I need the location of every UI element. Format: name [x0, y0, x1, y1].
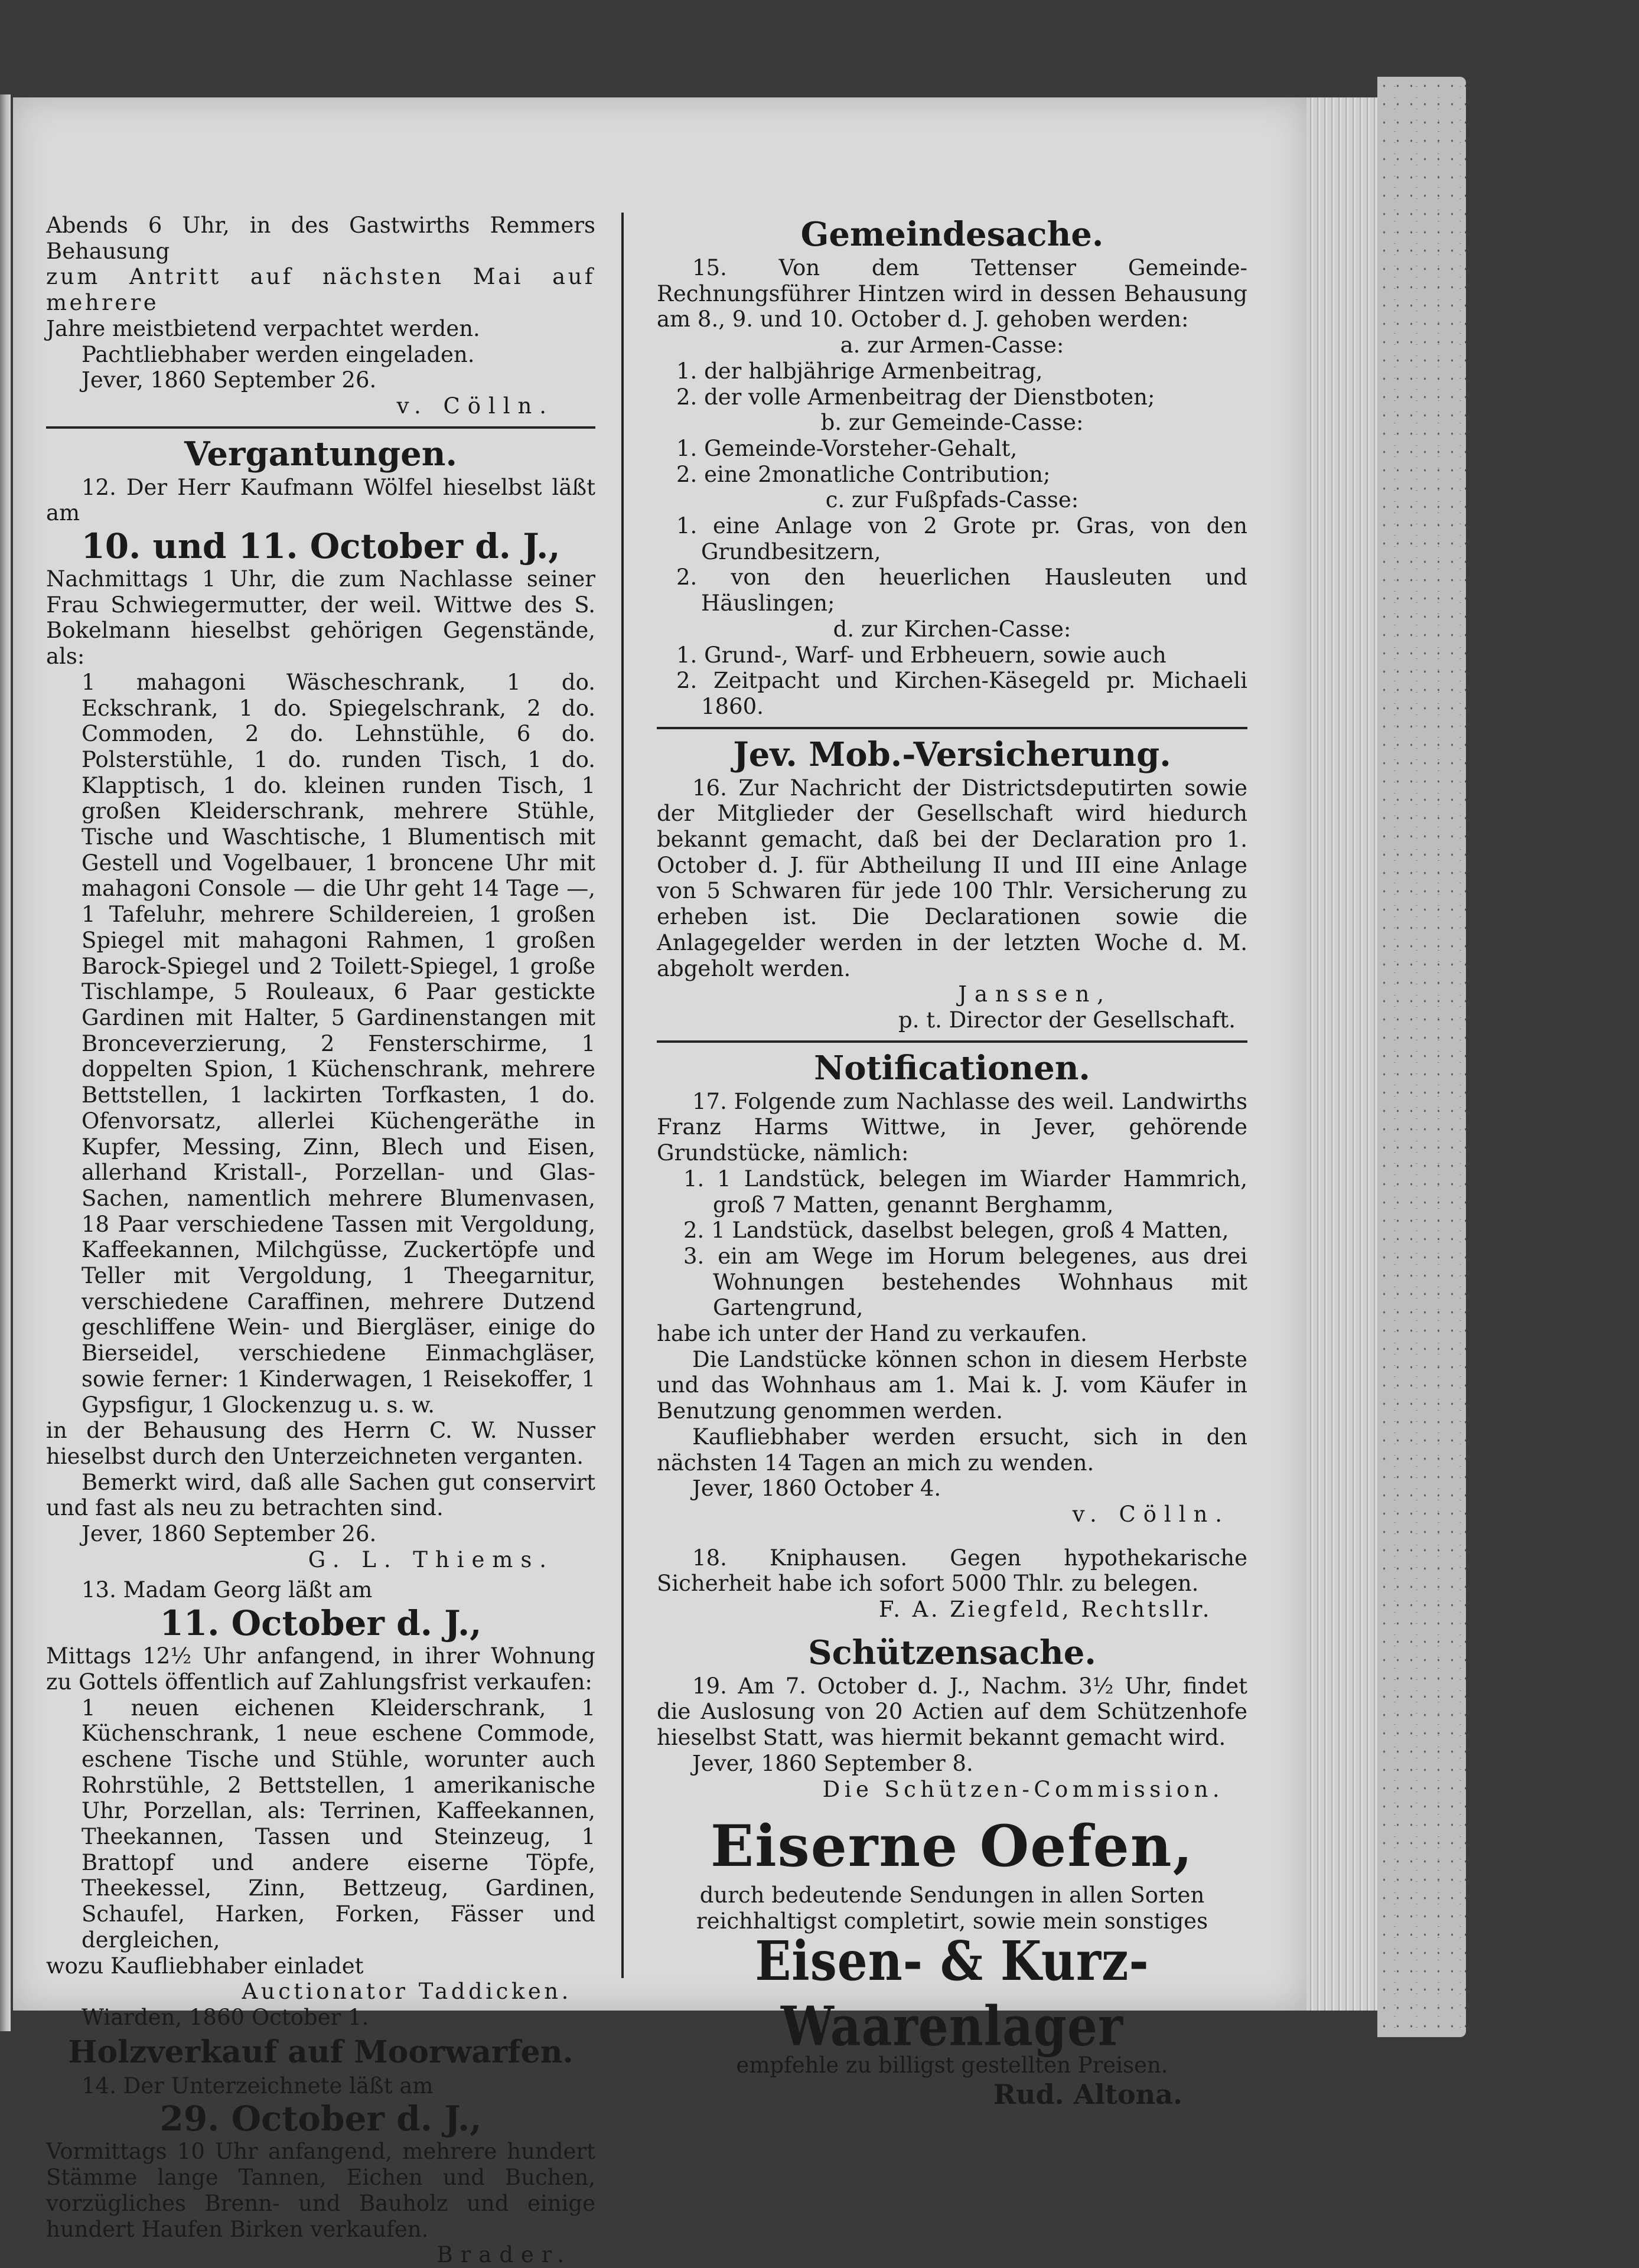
date-line: Jever, 1860 October 4. — [692, 1476, 941, 1502]
date-line: Wiarden, 1860 October 1. — [82, 2005, 369, 2030]
list-item: 1. 1 Landstück, belegen im Wiarder Hammrich, groß 7 Matten, genannt Berghamm, — [683, 1166, 1247, 1218]
notice-body: 16. Zur Nachricht der Districtsdeputirten sowie der Mitglieder der Gesellschaft wird hiedurch bekannt gemacht, daß bei der Declaration pro 1. October d. J. für Abtheilung II und III eine Anlage von 5 Schwaren für jede 100 Thlr. Versicherung zu erheben ist. Die Declarationen sowie die Anlagegelder werden in der letzten Woche d. M. abgeholt werden. — [657, 775, 1247, 981]
advert-line: reichhaltigst completirt, sowie mein sonstiges — [696, 1908, 1208, 1934]
list-item: 1. der halbjährige Armenbeitrag, — [676, 358, 1043, 384]
notice-intro: 12. Der Herr Kaufmann Wölfel hieselbst läßt am — [46, 474, 595, 526]
notice-date: 10. und 11. October d. J., — [81, 526, 561, 567]
signature: v. Cölln. — [396, 393, 554, 419]
list-item: 2. der volle Armenbeitrag der Dienstboten; — [676, 384, 1155, 410]
sub-heading: b. zur Gemeinde-Casse: — [820, 410, 1084, 436]
notice-body: Vormittags 10 Uhr anfangend, mehrere hundert Stämme lange Tannen, Eichen und Buchen, vorzügliches Brenn- und Bauholz und einige hundert Haufen Birken verkaufen. — [46, 2139, 595, 2242]
notice-note: Bemerkt wird, daß alle Sachen gut conservirt und fast als neu zu betrachten sind. — [46, 1469, 595, 1521]
section-rule — [46, 426, 595, 429]
signature: v. Cölln. — [1072, 1501, 1230, 1527]
list-item: 1. eine Anlage von 2 Grote pr. Gras, von den Grundbesitzern, — [676, 513, 1247, 564]
notice-date: 29. October d. J., — [159, 2099, 482, 2139]
notice-body: in der Behausung des Herrn C. W. Nusser hieselbst durch den Unterzeichneten verganten. — [46, 1418, 595, 1469]
left-column — [46, 213, 595, 2268]
list-item: 3. ein am Wege im Horum belegenes, aus drei Wohnungen bestehendes Wohnhaus mit Gartengrund, — [683, 1243, 1247, 1321]
notice-body: Nachmittags 1 Uhr, die zum Nachlasse seiner Frau Schwiegermutter, der weil. Wittwe des S. Bokelmann hieselbst gehörigen Gegenstände, als: — [46, 566, 595, 670]
previous-page-edge — [0, 94, 11, 2031]
signature: p. t. Director der Gesellschaft. — [898, 1007, 1236, 1033]
sub-heading: a. zur Armen-Casse: — [840, 332, 1064, 358]
advert-headline: Eisen- & Kurz-Waarenlager — [755, 1928, 1149, 2058]
book-cover — [1377, 77, 1466, 2037]
section-heading: Holzverkauf auf Moorwarfen. — [68, 2034, 574, 2070]
column-divider — [621, 213, 624, 1978]
list-item: 2. eine 2monatliche Contribution; — [676, 461, 1051, 487]
section-heading: Schützensache. — [808, 1633, 1096, 1672]
right-column — [657, 213, 1247, 2111]
notice-intro: 13. Madam Georg läßt am — [82, 1577, 373, 1603]
notice-body: 15. Von dem Tettenser Gemeinde-Rechnungsführer Hintzen wird in dessen Behausung am 8., 9. und 10. October d. J. gehoben werden: — [657, 255, 1247, 332]
section-heading: Notificationen. — [814, 1048, 1090, 1088]
signature: Janssen, — [958, 981, 1112, 1007]
page-stack-edges — [1306, 97, 1377, 2011]
notice-date: 11. October d. J., — [159, 1603, 482, 1644]
signature: Die Schützen-Commission. — [822, 1776, 1224, 1802]
signature: Brader. — [436, 2242, 572, 2268]
sub-heading: d. zur Kirchen-Casse: — [833, 616, 1071, 642]
notice-body: 19. Am 7. October d. J., Nachm. 3½ Uhr, findet die Auslosung von 20 Actien auf dem Schützenhofe hieselbst Statt, was hiermit bekannt gemacht wird. — [657, 1673, 1247, 1751]
advert-signature: Rud. Altona. — [993, 2078, 1182, 2111]
list-item: 2. Zeitpacht und Kirchen-Käsegeld pr. Michaeli 1860. — [676, 668, 1247, 719]
notice-body: 17. Folgende zum Nachlasse des weil. Landwirths Franz Harms Wittwe, in Jever, gehörende Grundstücke, nämlich: — [657, 1088, 1247, 1166]
signature: G. L. Thiems. — [308, 1546, 554, 1572]
section-rule — [657, 1040, 1247, 1043]
signature: Auctionator Taddicken. — [242, 1979, 572, 2005]
advert-line: durch bedeutende Sendungen in allen Sorten — [699, 1882, 1205, 1908]
notice-body: wozu Kaufliebhaber einladet — [46, 1953, 364, 1979]
text-line: Jahre meistbietend verpachtet werden. — [46, 315, 480, 341]
signature: F. A. Ziegfeld, Rechtsllr. — [878, 1597, 1212, 1623]
section-heading: Vergantungen. — [184, 434, 457, 474]
list-item: 1. Gemeinde-Vorsteher-Gehalt, — [676, 435, 1018, 461]
notice-body: habe ich unter der Hand zu verkaufen. — [657, 1321, 1087, 1347]
section-rule — [657, 727, 1247, 729]
text-line: Pachtliebhaber werden eingeladen. — [82, 341, 475, 367]
date-line: Jever, 1860 September 8. — [692, 1750, 973, 1776]
notice-list: 1 mahagoni Wäscheschrank, 1 do. Eckschrank, 1 do. Spiegelschrank, 2 do. Commoden, 2 do. Lehnstühle, 6 do. Polsterstühle, 1 do. runden Tisch, 1 do. Klapptisch, 1 do. kleinen runden Tisch, 1 großen Kleiderschrank, mehrere Stühle, Tische und Waschtische, 1 Blumentisch mit Gestell und Vogelbauer, 1 broncene Uhr mit mahagoni Console — die Uhr geht 14 Tage —, 1 Tafeluhr, mehrere Schildereien, 1 großen Spiegel mit mahagoni Rahmen, 1 großen Barock-Spiegel und 2 Toilett-Spiegel, 1 große Tischlampe, 5 Rouleaux, 6 Paar gestickte Gardinen mit Halter, 5 Gardinenstangen mit Bronceverzierung, 2 Fensterschirme, 1 doppelten Spion, 1 Küchenschrank, mehrere Bettstellen, 1 lackirten Torfkasten, 1 do. Ofenvorsatz, allerlei Küchengeräthe in Kupfer, Messing, Zinn, Blech und Eisen, allerhand Kristall-, Porzellan- und Glas-Sachen, namentlich mehrere Blumenvasen, 18 Paar verschiedene Tassen mit Vergoldung, Kaffeekannen, Milchgüsse, Zuckertöpfe und Teller mit Vergoldung, 1 Theegarnitur, verschiedene Caraffinen, mehrere Dutzend geschliffene Wein- und Biergläser, einige do Bierseidel, verschiedene Einmachgläser, sowie ferner: 1 Kinderwagen, 1 Reisekoffer, 1 Gypsfigur, 1 Glockenzug u. s. w. — [82, 669, 595, 1418]
notice-intro: 14. Der Unterzeichnete läßt am — [82, 2073, 434, 2099]
notice-note: Die Landstücke können schon in diesem Herbste und das Wohnhaus am 1. Mai k. J. vom Käufer in Benutzung genommen werden. — [657, 1346, 1247, 1424]
sub-heading: c. zur Fußpfads-Casse: — [825, 487, 1079, 513]
text-line: zum Antritt auf nächsten Mai auf mehrere — [46, 264, 595, 316]
advert-title: Eiserne Oefen, — [711, 1813, 1194, 1880]
list-item: 2. 1 Landstück, daselbst belegen, groß 4 Matten, — [683, 1218, 1229, 1244]
section-heading: Jev. Mob.-Versicherung. — [733, 735, 1171, 774]
notice-body: Mittags 12½ Uhr anfangend, in ihrer Wohnung zu Gottels öffentlich auf Zahlungsfrist verkaufen: — [46, 1643, 595, 1695]
notice-note: Kaufliebhaber werden ersucht, sich in den nächsten 14 Tagen an mich zu wenden. — [657, 1424, 1247, 1476]
advert-line: empfehle zu billigst gestellten Preisen. — [736, 2052, 1168, 2078]
notice-list: 1 neuen eichenen Kleiderschrank, 1 Küchenschrank, 1 neue eschene Commode, eschene Tische und Stühle, worunter auch Rohrstühle, 2 Bettstellen, 1 amerikanische Uhr, Porzellan, als: Terrinen, Kaffeekannen, Theekannen, Tassen und Steinzeug, 1 Brattopf und andere eiserne Töpfe, Theekessel, Zinn, Bettzeug, Gardinen, Schaufel, Harken, Forken, Fässer und dergleichen, — [82, 1695, 595, 1953]
section-heading: Gemeindesache. — [800, 215, 1104, 254]
text-line: Abends 6 Uhr, in des Gastwirths Remmers Behausung — [46, 213, 595, 264]
notice-body: 18. Kniphausen. Gegen hypothekarische Sicherheit habe ich sofort 5000 Thlr. zu belegen. — [657, 1545, 1247, 1597]
date-line: Jever, 1860 September 26. — [82, 1521, 377, 1547]
date-line: Jever, 1860 September 26. — [82, 367, 377, 393]
list-item: 1. Grund-, Warf- und Erbheuern, sowie auch — [676, 642, 1166, 668]
list-item: 2. von den heuerlichen Hausleuten und Häuslingen; — [676, 564, 1247, 616]
